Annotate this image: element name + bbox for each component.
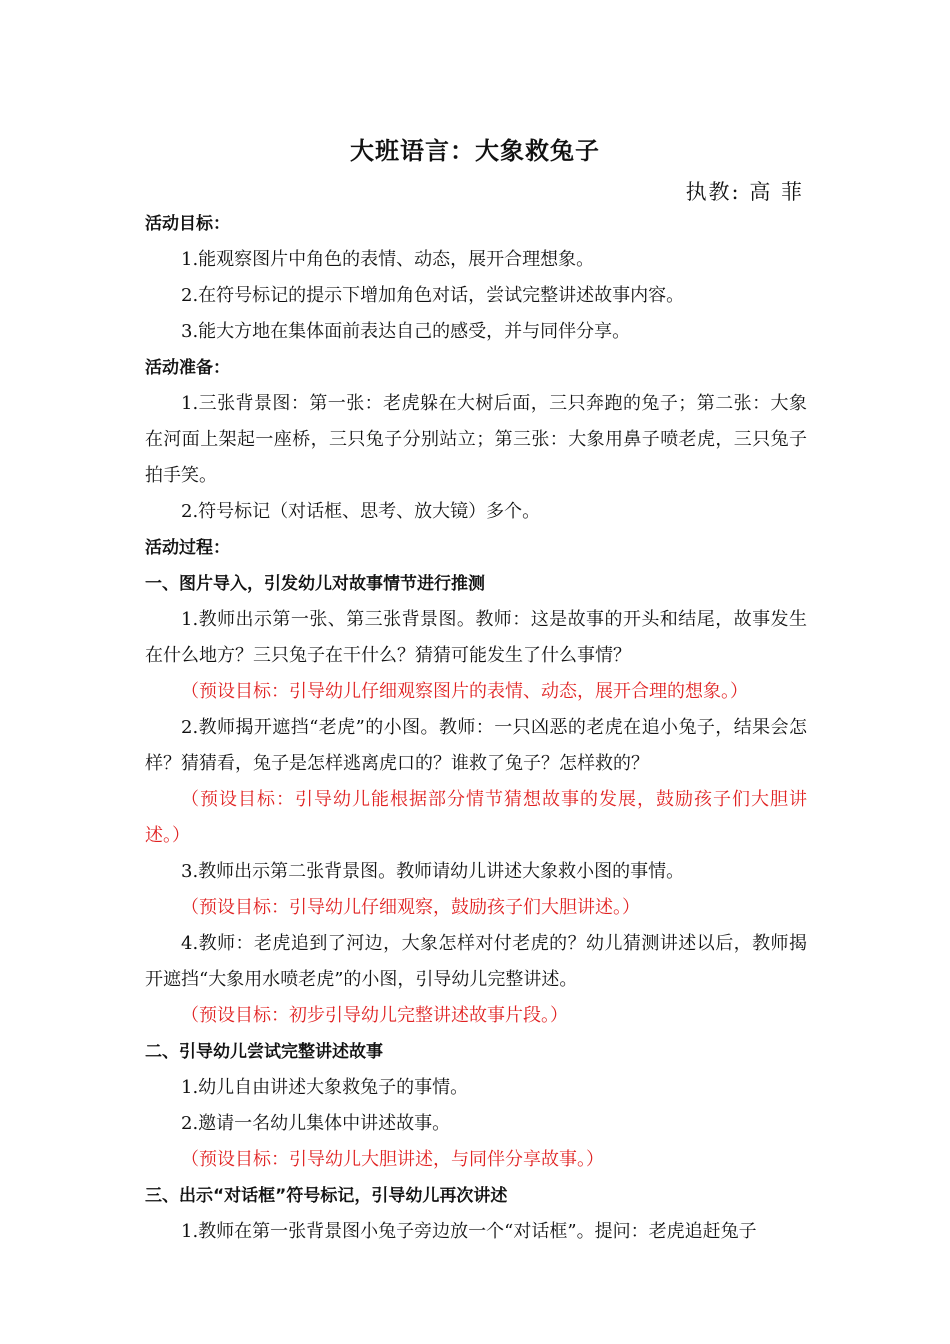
document-body	[145, 206, 807, 1250]
part1-goal-note: （预设目标：初步引导幼儿完整讲述故事片段。）	[181, 1005, 568, 1026]
part3-heading: 三、出示“对话框”符号标记，引导幼儿再次讲述	[145, 1186, 508, 1206]
prep-item: 2.符号标记（对话框、思考、放大镜）多个。	[181, 501, 541, 522]
part1-step: 3.教师出示第二张背景图。教师请幼儿讲述大象救小图的事情。	[181, 861, 685, 882]
prep-item: 1.三张背景图：第一张：老虎躲在大树后面，三只奔跑的兔子；第二张：大象在河面上架起一座桥，三只兔子分别站立；第三张：大象用鼻子喷老虎，三只兔子拍手笑。	[145, 393, 807, 486]
part1-step: 4.教师：老虎追到了河边，大象怎样对付老虎的？幼儿猜测讲述以后，教师揭开遮挡“大象用水喷老虎”的小图，引导幼儿完整讲述。	[145, 933, 807, 990]
part1-step: 1.教师出示第一张、第三张背景图。教师：这是故事的开头和结尾，故事发生在什么地方？三只兔子在干什么？猜猜可能发生了什么事情？	[145, 609, 807, 666]
part1-goal-note: （预设目标：引导幼儿仔细观察，鼓励孩子们大胆讲述。）	[181, 897, 640, 918]
part2-goal-note: （预设目标：引导幼儿大胆讲述，与同伴分享故事。）	[181, 1149, 604, 1170]
process-heading: 活动过程：	[145, 538, 230, 558]
author-line: 执教: 高 菲	[685, 180, 804, 204]
goal-item: 1.能观察图片中角色的表情、动态，展开合理想象。	[181, 249, 595, 270]
goal-item: 2.在符号标记的提示下增加角色对话，尝试完整讲述故事内容。	[181, 285, 685, 306]
document-title: 大班语言：大象救兔子	[350, 137, 600, 165]
part2-step: 1.幼儿自由讲述大象救兔子的事情。	[181, 1077, 469, 1098]
part1-heading: 一、图片导入，引发幼儿对故事情节进行推测	[145, 574, 485, 594]
goal-item: 3.能大方地在集体面前表达自己的感受，并与同伴分享。	[181, 321, 631, 342]
part1-goal-note: （预设目标：引导幼儿仔细观察图片的表情、动态，展开合理的想象。）	[181, 681, 748, 702]
part2-step: 2.邀请一名幼儿集体中讲述故事。	[181, 1113, 451, 1134]
goals-heading: 活动目标：	[145, 214, 230, 234]
prep-heading: 活动准备：	[145, 358, 230, 378]
part1-step: 2.教师揭开遮挡“老虎”的小图。教师：一只凶恶的老虎在追小兔子，结果会怎样？猜猜看，兔子是怎样逃离虎口的？谁救了兔子？怎样救的？	[145, 717, 807, 774]
part3-step: 1.教师在第一张背景图小兔子旁边放一个“对话框”。提问：老虎追赶兔子	[181, 1221, 757, 1242]
part1-goal-note: （预设目标：引导幼儿能根据部分情节猜想故事的发展，鼓励孩子们大胆讲述。）	[145, 789, 807, 846]
part2-heading: 二、引导幼儿尝试完整讲述故事	[145, 1042, 383, 1062]
